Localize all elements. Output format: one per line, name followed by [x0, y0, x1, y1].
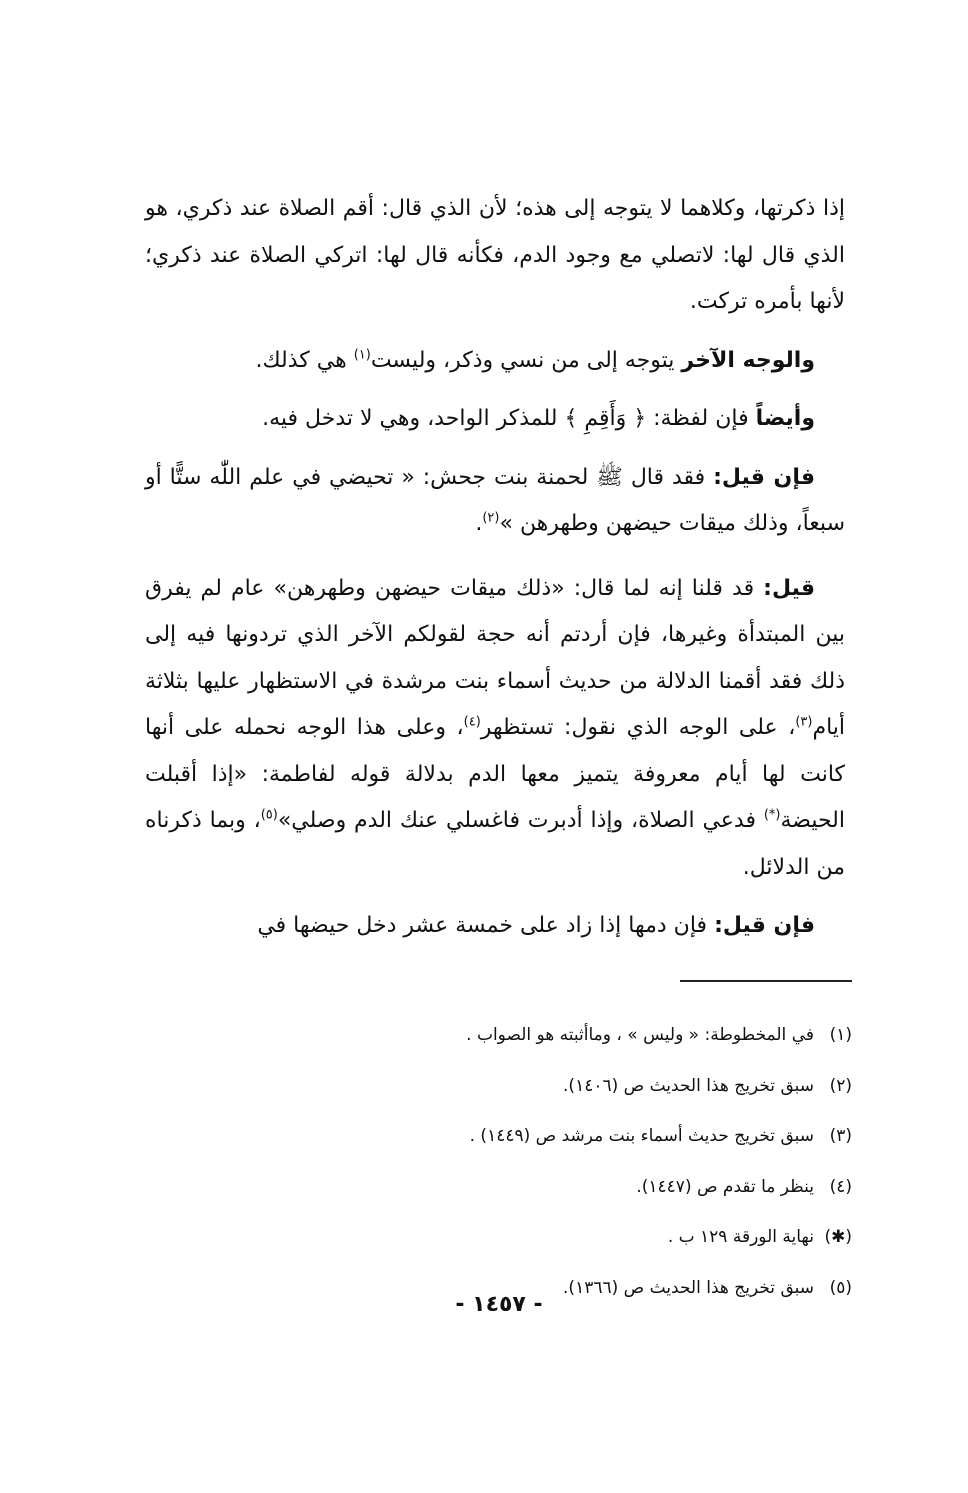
paragraph-5	[145, 566, 845, 892]
paragraph-1: إذا ذكرتها، وكلاهما لا يتوجه إلى هذه؛ لأن الذي قال: أقم الصلاة عند ذكري، هو الذي قال لها: لاتصلي مع وجود الدم، فكأنه قال لها: اتركي الصلاة عند ذكري؛ لأنها بأمره تركت.	[145, 196, 845, 314]
paragraph-3-text: فإن لفظة: ﴿ وَأَقِمِ ﴾ للمذكر الواحد، وهي لا تدخل فيه.	[262, 406, 756, 431]
paragraph-5-text-e: ، وبما ذكرناه من الدلائل.	[145, 808, 845, 880]
page-number: - ١٤٥٧ -	[455, 1292, 543, 1317]
paragraph-2-text-b: هي كذلك.	[255, 347, 354, 373]
paragraph-2	[145, 338, 845, 385]
paragraph-2-lead: والوجه الآخر	[681, 347, 815, 373]
footnote-ref-1: (١)	[353, 347, 371, 363]
footnote-text: نهاية الورقة ١٢٩ ب .	[667, 1227, 814, 1247]
main-text	[145, 186, 845, 950]
paragraph-3	[145, 396, 845, 443]
paragraph-4	[145, 455, 845, 548]
footnote-number: (٢)	[829, 1075, 852, 1096]
footnote-divider	[680, 980, 852, 982]
footnotes	[300, 1010, 852, 1313]
footnote-number: (✱)	[824, 1227, 852, 1247]
footnote-text: سبق تخريج هذا الحديث ص (١٣٦٦).	[563, 1277, 814, 1298]
footnote-number: (٥)	[829, 1277, 852, 1298]
footnote-item	[300, 1162, 852, 1213]
paragraph-5-text-a: قد قلنا إنه لما قال: «ذلك ميقات حيضهن وطهرهن» عام لم يفرق بين المبتدأة وغيرها، فإن أردتم أنه حجة لقولكم الآخر الذي تردونها فيه إلى ذلك فقد أقمنا الدلالة من حديث أسماء بنت مرشدة في الاستظهار عليها بثلاثة أيام	[145, 575, 846, 740]
footnote-item	[300, 1263, 852, 1314]
footnote-text: في المخطوطة: « وليس » ، وماأثبته هو الصواب .	[466, 1025, 814, 1045]
paragraph-6	[145, 903, 845, 950]
footnote-number: (٤)	[829, 1176, 852, 1197]
paragraph-5-text-b: ، على الوجه الذي نقول: تستظهر	[480, 715, 796, 740]
paragraph-5-text-d: فدعي الصلاة، وإذا أدبرت فاغسلي عنك الدم وصلي»	[277, 808, 764, 833]
footnote-number: (١)	[829, 1025, 852, 1045]
paragraph-6-lead: فإن قيل:	[714, 913, 815, 938]
paragraph-4-lead: فإن قيل:	[713, 464, 815, 490]
footnote-item	[300, 1111, 852, 1162]
paragraph-5-lead: قيل:	[763, 575, 815, 601]
footnote-number: (٣)	[829, 1126, 852, 1146]
footnote-item	[300, 1061, 852, 1112]
paragraph-4-text-b: .	[475, 511, 483, 536]
footnote-ref-3: (٣)	[795, 714, 813, 730]
paragraph-4-text-a: فقد قال ﷺ لحمنة بنت جحش: « تحيضي في علم اللّٰه ستًّا أو سبعاً، وذلك ميقات حيضهن وطهرهن »	[145, 464, 845, 536]
paragraph-3-lead: وأيضاً	[755, 406, 815, 431]
footnote-ref-star: (*)	[763, 807, 781, 823]
paragraph-6-text: فإن دمها إذا زاد على خمسة عشر دخل حيضها في	[257, 913, 715, 938]
footnote-item	[300, 1010, 852, 1061]
footnote-text: سبق تخريج حديث أسماء بنت مرشد ص (١٤٤٩) .	[469, 1126, 814, 1146]
footnote-ref-2: (٢)	[482, 510, 500, 526]
footnote-item	[300, 1212, 852, 1263]
footnote-ref-5: (٥)	[260, 807, 278, 823]
paragraph-5-text-c: ، وعلى هذا الوجه نحمله على أنها كانت لها أيام معروفة يتميز معها الدم بدلالة قوله لفاطمة: «إذا أقبلت الحيضة	[145, 715, 845, 833]
footnote-text: ينظر ما تقدم ص (١٤٤٧).	[636, 1176, 814, 1197]
footnote-text: سبق تخريج هذا الحديث ص (١٤٠٦).	[563, 1075, 814, 1096]
footnote-ref-4: (٤)	[463, 714, 481, 730]
paragraph-2-text-a: يتوجه إلى من نسي وذكر، وليست	[370, 347, 682, 373]
